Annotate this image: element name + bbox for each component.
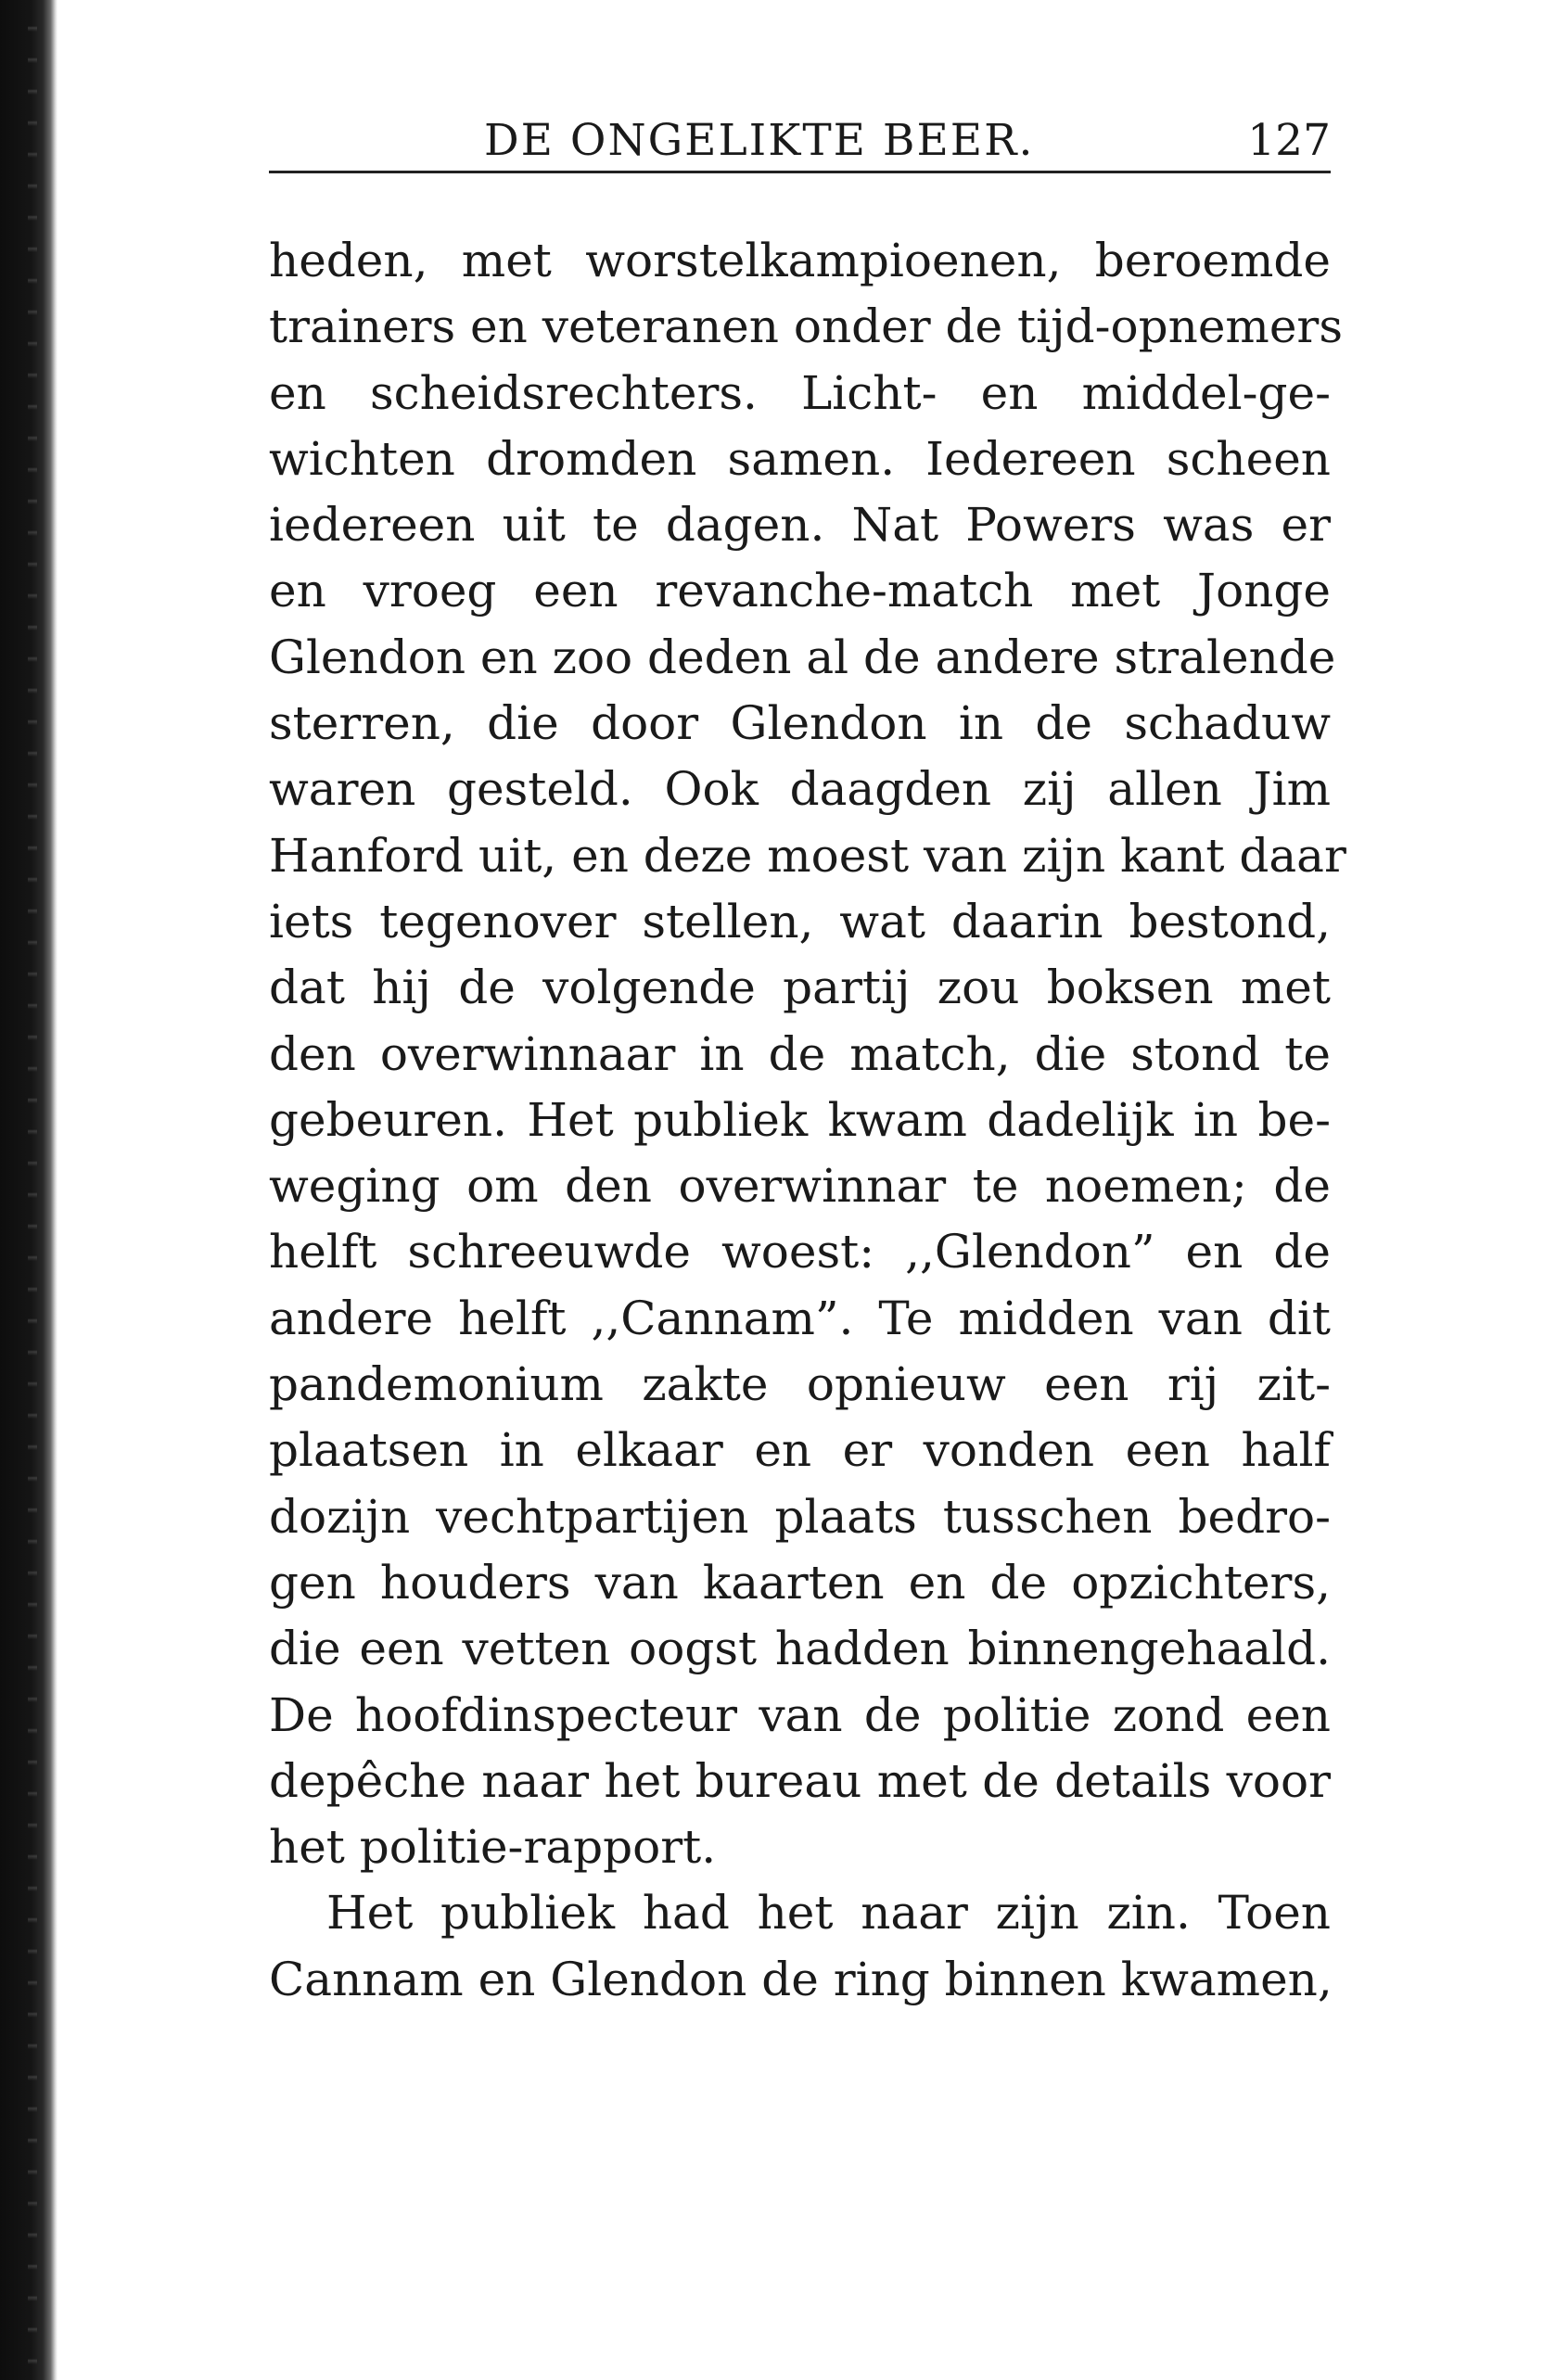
text-line: Hanford uit, en deze moest van zijn kant daar: [269, 828, 1346, 883]
page-number: 127: [1247, 115, 1331, 166]
text-line: depêche naar het bureau met de details voor: [269, 1753, 1331, 1808]
body-text: [269, 228, 1346, 2013]
text-line: iedereen uit te dagen. Nat Powers was er: [269, 498, 1331, 553]
text-line: en vroeg een revanche-match met Jonge: [269, 564, 1331, 618]
text-line: andere helft ,,Cannam”. Te midden van dit: [269, 1291, 1331, 1345]
text-line: die een vetten oogst hadden binnengehaald.: [269, 1622, 1331, 1676]
text-line: dat hij de volgende partij zou boksen met: [269, 961, 1331, 1015]
text-line: dozijn vechtpartijen plaats tusschen bedro-: [269, 1489, 1331, 1544]
paragraph-end-line: het politie-rapport.: [269, 1820, 717, 1875]
text-line: wichten dromden samen. Iedereen scheen: [269, 431, 1331, 486]
text-line: sterren, die door Glendon in de schaduw: [269, 696, 1331, 751]
text-line: helft schreeuwde woest: ,,Glendon” en de: [269, 1225, 1331, 1279]
text-line: Cannam en Glendon de ring binnen kwamen,: [269, 1952, 1333, 2006]
paragraph-start-line: Het publiek had het naar zijn zin. Toen: [326, 1886, 1331, 1941]
text-line: trainers en veteranen onder de tijd-opnemers: [269, 299, 1343, 354]
text-line: den overwinnaar in de match, die stond te: [269, 1026, 1331, 1081]
text-line: plaatsen in elkaar en er vonden een half: [269, 1423, 1331, 1478]
text-line: weging om den overwinnar te noemen; de: [269, 1159, 1331, 1214]
text-line: pandemonium zakte opnieuw een rij zit-: [269, 1357, 1331, 1412]
text-line: en scheidsrechters. Licht- en middel-ge-: [269, 365, 1331, 420]
text-line: waren gesteld. Ook daagden zij allen Jim: [269, 762, 1331, 817]
text-line: Glendon en zoo deden al de andere stralende: [269, 630, 1336, 684]
page-header: [269, 111, 1331, 173]
binding-edge: [0, 0, 57, 2380]
text-line: heden, met worstelkampioenen, beroemde: [269, 234, 1331, 287]
text-line: gebeuren. Het publiek kwam dadelijk in be-: [269, 1092, 1331, 1147]
text-line: gen houders van kaarten en de opzichters,: [269, 1555, 1331, 1610]
text-line: De hoofdinspecteur van de politie zond een: [269, 1687, 1331, 1742]
text-line: iets tegenover stellen, wat daarin bestond,: [269, 894, 1331, 948]
running-head: DE ONGELIKTE BEER.: [484, 115, 1035, 166]
